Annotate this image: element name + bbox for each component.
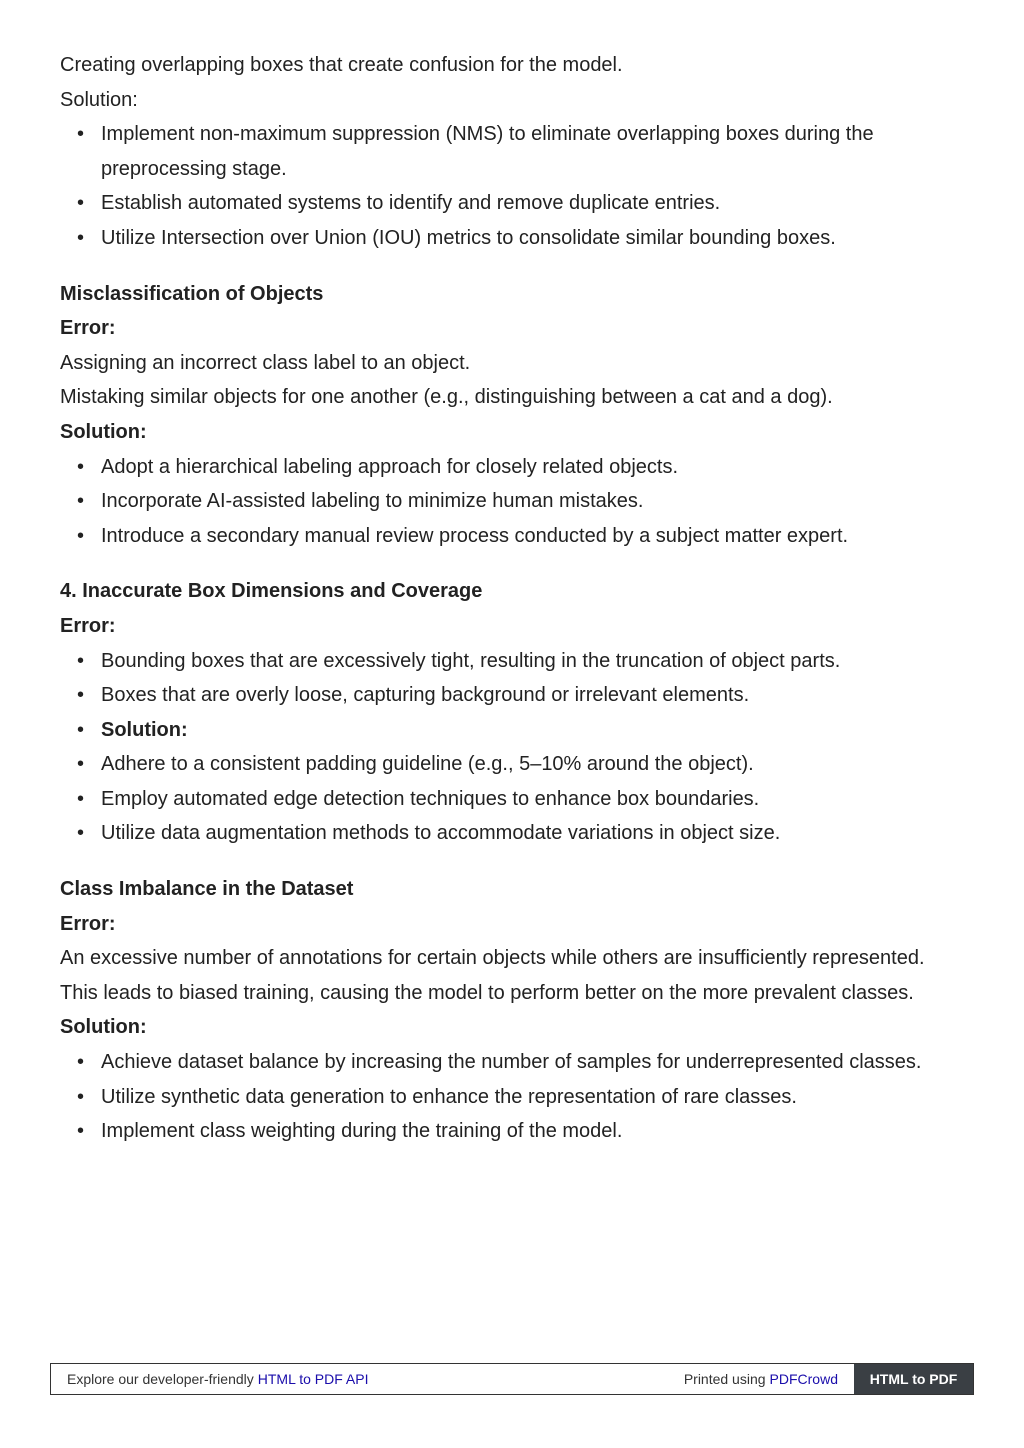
html-to-pdf-badge[interactable]: HTML to PDF (854, 1364, 973, 1394)
section-heading: Misclassification of Objects (60, 282, 324, 305)
bullet-icon: • (77, 226, 85, 249)
bullet-list (60, 644, 960, 852)
section-heading: Class Imbalance in the Dataset (60, 878, 354, 901)
list-item: • Establish automated systems to identify and remove duplicate entries. (60, 186, 960, 221)
error-label: Error: (60, 317, 116, 340)
html-to-pdf-api-link[interactable]: HTML to PDF API (257, 1371, 369, 1387)
list-item: • Adhere to a consistent padding guideline (e.g., 5–10% around the object). (60, 747, 960, 782)
pdfcrowd-link[interactable]: PDFCrowd (769, 1371, 838, 1387)
list-item: • Implement class weighting during the training of the model. (60, 1114, 960, 1149)
list-item: • Introduce a secondary manual review process conducted by a subject matter expert. (60, 519, 960, 554)
section-heading: 4. Inaccurate Box Dimensions and Coverage (60, 580, 483, 603)
bullet-list (60, 1045, 960, 1149)
bullet-icon: • (77, 787, 85, 810)
paragraph: An excessive number of annotations for certain objects while others are insufficiently represented. (60, 947, 925, 970)
bullet-icon: • (77, 1120, 85, 1143)
list-item: • Incorporate AI-assisted labeling to minimize human mistakes. (60, 484, 960, 519)
bullet-icon: • (77, 490, 85, 513)
solution-label: Solution: (60, 88, 138, 111)
list-item: • Solution: (60, 713, 960, 748)
footer-explore-text: Explore our developer-friendly (67, 1371, 254, 1387)
bullet-icon: • (77, 1085, 85, 1108)
error-label: Error: (60, 912, 116, 935)
footer-printed (684, 1364, 854, 1394)
list-item: • Utilize data augmentation methods to accommodate variations in object size. (60, 816, 960, 851)
list-item: • Utilize synthetic data generation to enhance the representation of rare classes. (60, 1080, 960, 1115)
paragraph: Mistaking similar objects for one another (e.g., distinguishing between a cat and a dog). (60, 386, 833, 409)
bullet-icon: • (77, 1051, 85, 1074)
list-item: • Achieve dataset balance by increasing the number of samples for underrepresented classes. (60, 1045, 960, 1080)
list-item: • Adopt a hierarchical labeling approach for closely related objects. (60, 450, 960, 485)
bullet-list (60, 450, 960, 554)
bullet-icon: • (77, 718, 85, 741)
bullet-icon: • (77, 822, 85, 845)
bullet-icon: • (77, 455, 85, 478)
bullet-icon: • (77, 753, 85, 776)
bullet-icon: • (77, 192, 85, 215)
paragraph: Assigning an incorrect class label to an object. (60, 351, 471, 374)
bullet-icon: • (77, 524, 85, 547)
bullet-icon: • (77, 123, 85, 146)
list-item: • Utilize Intersection over Union (IOU) metrics to consolidate similar bounding boxes. (60, 221, 960, 256)
bullet-icon: • (77, 649, 85, 672)
paragraph: This leads to biased training, causing the model to perform better on the more prevalent classes. (60, 981, 914, 1004)
footer-explore (51, 1364, 684, 1394)
pdf-footer-banner (50, 1363, 974, 1395)
list-item: • Employ automated edge detection techniques to enhance box boundaries. (60, 782, 960, 817)
list-item: • Boxes that are overly loose, capturing background or irrelevant elements. (60, 678, 960, 713)
list-item: • Implement non-maximum suppression (NMS) to eliminate overlapping boxes during the preprocessing stage. (60, 117, 960, 186)
footer-printed-text: Printed using (683, 1371, 766, 1387)
solution-label: Solution: (60, 1016, 147, 1039)
solution-label: Solution: (60, 420, 147, 443)
paragraph: Creating overlapping boxes that create confusion for the model. (60, 54, 623, 76)
bullet-list (60, 117, 960, 255)
bullet-icon: • (77, 684, 85, 707)
list-item: • Bounding boxes that are excessively tight, resulting in the truncation of object parts. (60, 644, 960, 679)
error-label: Error: (60, 614, 116, 637)
document-body (60, 48, 960, 1149)
